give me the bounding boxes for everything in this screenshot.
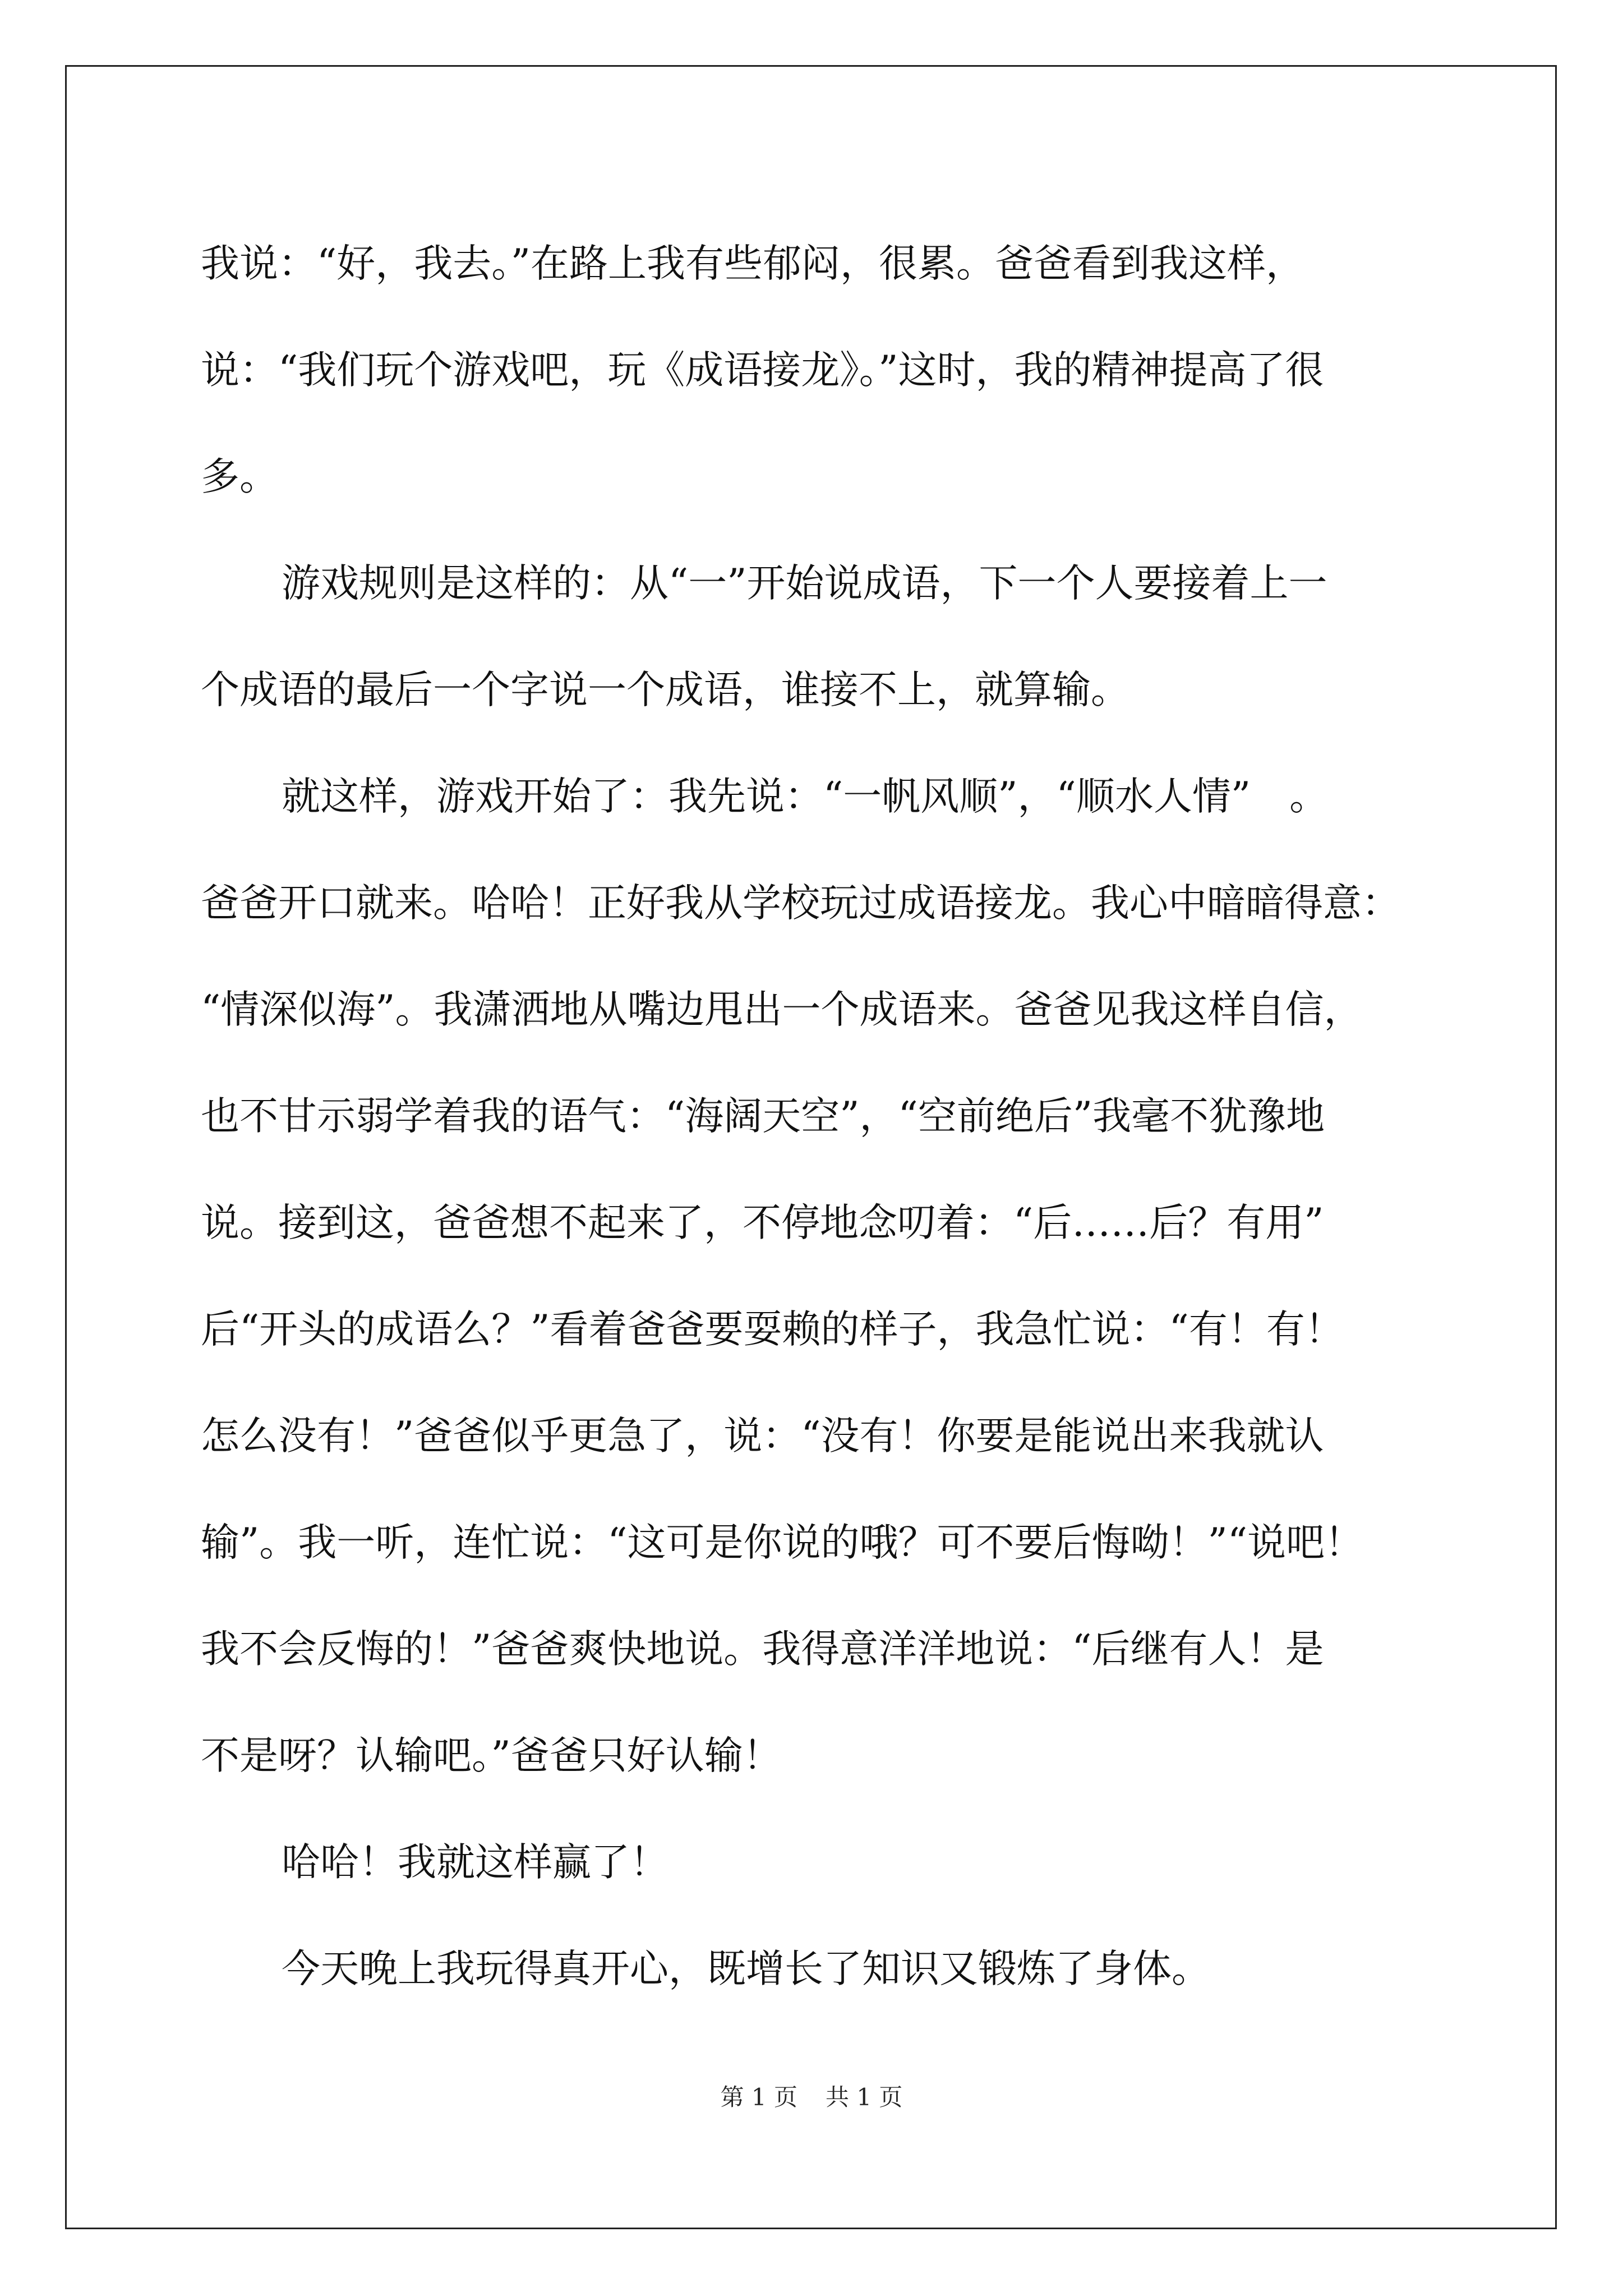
text-line: 爸爸开口就来。哈哈！正好我从学校玩过成语接龙。我心中暗暗得意： xyxy=(201,881,1400,926)
text-line: 说：“我们玩个游戏吧，玩《成语接龙》。”这时，我的精神提高了很 xyxy=(201,348,1324,393)
text-line: 怎么没有！”爸爸似乎更急了，说：“没有！你要是能说出来我就认 xyxy=(201,1414,1324,1458)
text-line: “情深似海”。我潇洒地从嘴边甩出一个成语来。爸爸见我这样自信， xyxy=(201,987,1363,1032)
text-line: 输”。我一听，连忙说：“这可是你说的哦？可不要后悔呦！”“说吧！ xyxy=(201,1520,1364,1565)
page-number: 第 1 页 xyxy=(720,2083,797,2111)
text-line: 多。 xyxy=(201,454,278,499)
paragraph-start-line: 今天晚上我玩得真开心，既增长了知识又锻炼了身体。 xyxy=(282,1947,1210,1991)
page-footer xyxy=(0,2079,1623,2113)
text-line: 也不甘示弱学着我的语气：“海阔天空”，“空前绝后”我毫不犹豫地 xyxy=(201,1094,1325,1139)
page-total: 共 1 页 xyxy=(826,2083,903,2111)
text-line: 不是呀？认输吧。”爸爸只好认输！ xyxy=(201,1733,782,1778)
paragraph-start-line: 就这样，游戏开始了：我先说：“一帆风顺”，“顺水人情” 。 xyxy=(282,774,1329,819)
document-body xyxy=(201,210,1463,2022)
text-line: 个成语的最后一个字说一个成语，谁接不上，就算输。 xyxy=(201,668,1129,712)
paragraph-start-line: 游戏规则是这样的：从“一”开始说成语，下一个人要接着上一 xyxy=(282,561,1327,606)
text-line: 说。接到这，爸爸想不起来了，不停地念叨着：“后……后？有用” xyxy=(201,1200,1324,1245)
paragraph-start-line: 哈哈！我就这样赢了！ xyxy=(282,1840,668,1885)
text-line: 后“开头的成语么？”看着爸爸要耍赖的样子，我急忙说：“有！有！ xyxy=(201,1307,1344,1352)
text-line: 我说：“好，我去。”在路上我有些郁闷，很累。爸爸看到我这样， xyxy=(201,241,1305,286)
text-line: 我不会反悔的！”爸爸爽快地说。我得意洋洋地说：“后继有人！是 xyxy=(201,1627,1324,1672)
